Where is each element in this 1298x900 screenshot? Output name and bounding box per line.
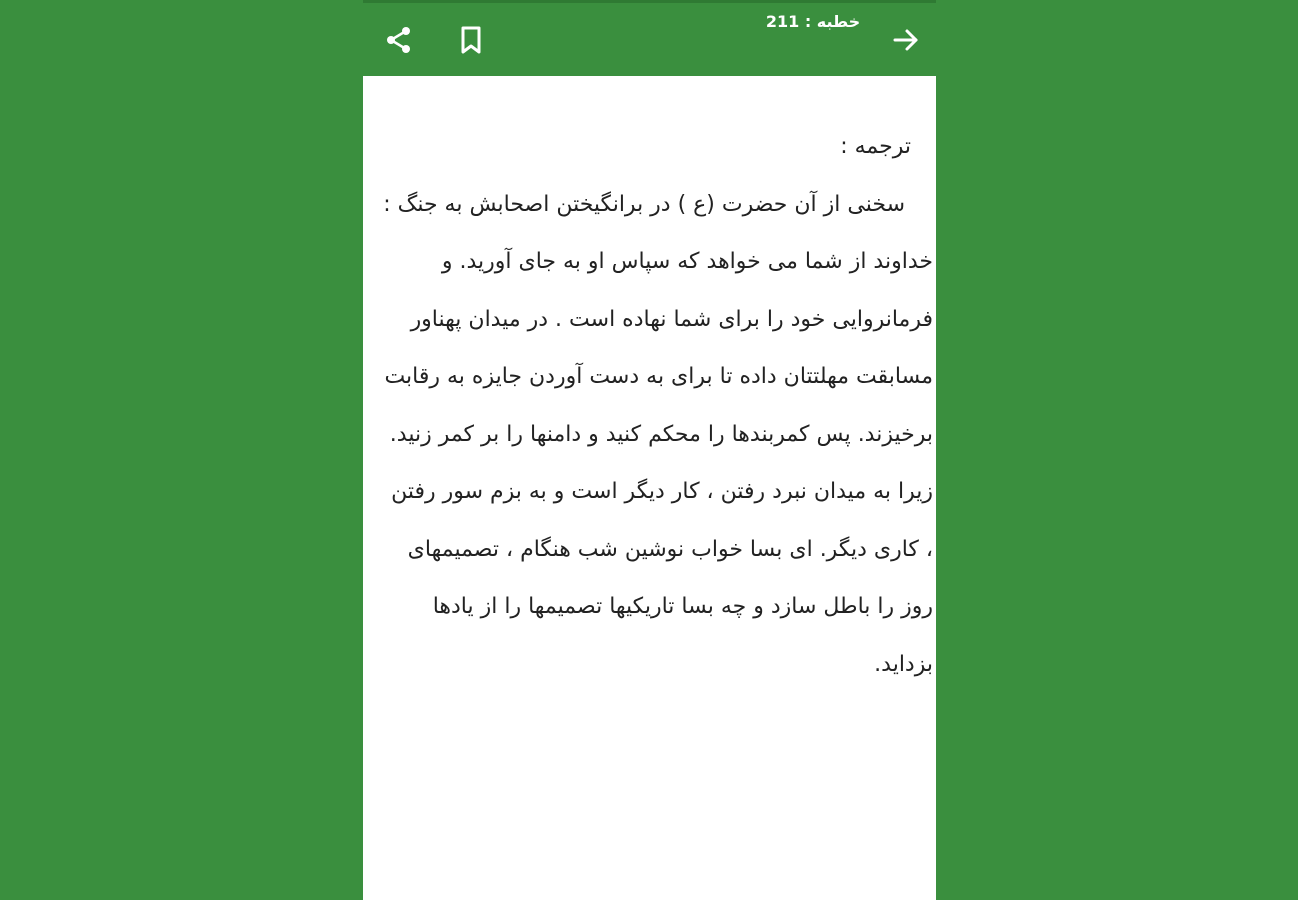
back-button[interactable] (886, 20, 926, 60)
arrow-right-icon (891, 25, 921, 55)
sermon-body: خداوند از شما می خواهد که سپاس او به جای آورید. و فرمانروایی خود را برای شما نهاده است . در میدان پهناور مسابقت مهلتتان داده تا برای به دست آوردن جایزه به رقابت برخیزند. پس کمربندها را محکم کنید و دامنها را بر کمر زنید. زیرا به میدان نبرد رفتن ، کار دیگر است و به بزم سور رفتن ، کاری دیگر. ای بسا خواب نوشین شب هنگام ، تصمیمهای روز را باطل سازد و چه بسا تاریکیها تصمیمها را از یادها بزداید. (384, 249, 933, 677)
share-icon (383, 24, 415, 56)
page-title: خطبه : 211 (765, 12, 861, 31)
sermon-subject: سخنی از آن حضرت (ع ) در برانگیختن اصحابش به جنگ : (383, 191, 905, 217)
sermon-content (381, 118, 933, 693)
status-strip (363, 0, 936, 3)
bookmark-button[interactable] (451, 20, 491, 60)
app-bar (363, 0, 936, 76)
bookmark-icon (457, 25, 485, 55)
app-screen (363, 0, 936, 900)
share-button[interactable] (379, 20, 419, 60)
translation-label: ترجمه : (840, 134, 911, 159)
